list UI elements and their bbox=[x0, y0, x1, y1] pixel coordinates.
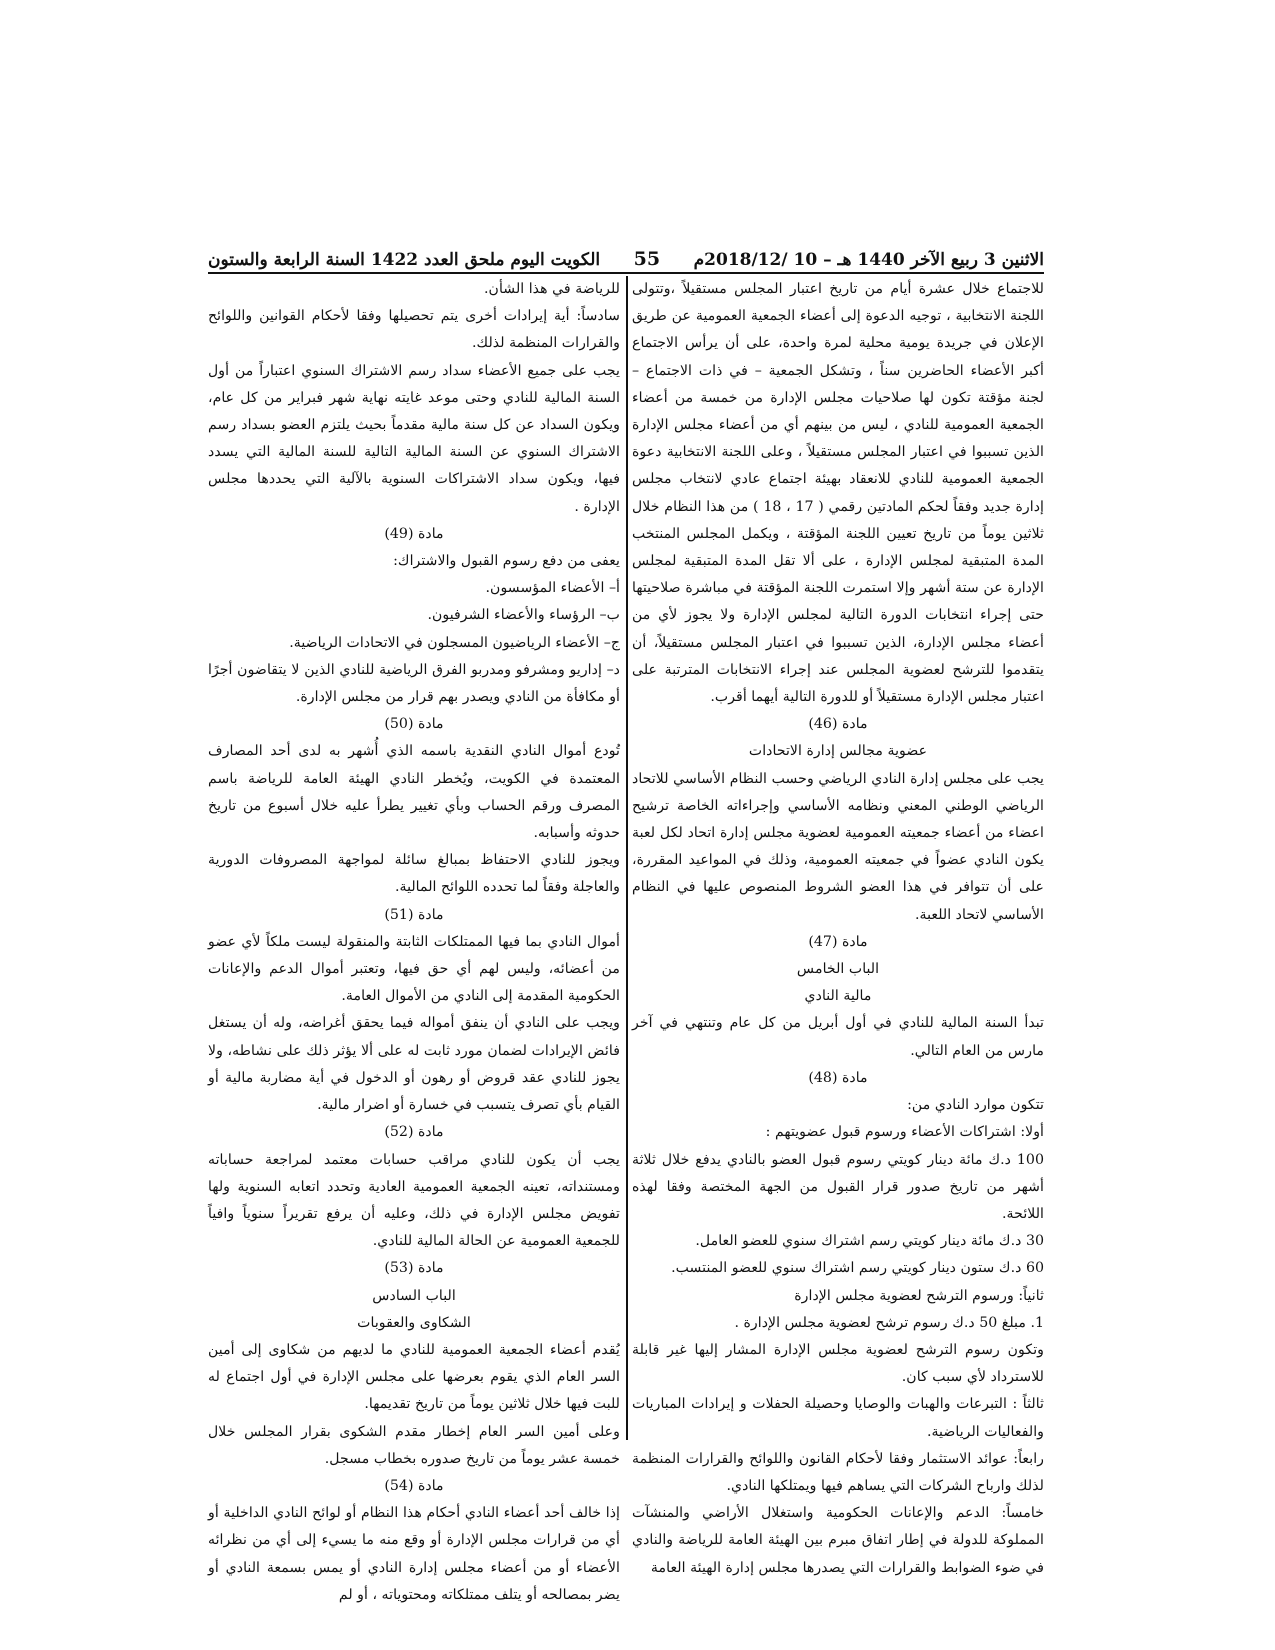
article-heading: مادة (46) bbox=[808, 716, 868, 733]
paragraph: 60 د.ك ستون دينار كويتي رسم اشتراك سنوي للعضو المنتسب. bbox=[671, 1260, 1044, 1277]
paragraph: ثانياً: ورسوم الترشح لعضوية مجلس الإدارة bbox=[794, 1287, 1044, 1304]
paragraph: وتكون رسوم الترشح لعضوية مجلس الإدارة المشار إليها غير قابلة للاسترداد لأي سبب كان. bbox=[632, 1341, 1044, 1386]
header-left: الاثنين 3 ربيع الآخر 1440 هـ – 10 /2018/12م bbox=[693, 250, 1044, 270]
paragraph: أ– الأعضاء المؤسسون. bbox=[485, 580, 620, 597]
paragraph: ويجب على النادي أن ينفق أمواله فيما يحقق أغراضه، وله أن يستغل فائض الإيرادات لضمان مورد ثابت له على ألا يؤثر ذلك على نشاطه، ولا يجوز للنادي عقد قروض أو رهون أو الدخول في أية مضاربة مالية أو القيام بأي تصرف يتسبب في خسارة أو اضرار مالية. bbox=[208, 1015, 620, 1114]
paragraph: إذا خالف أحد أعضاء النادي أحكام هذا النظام أو لوائح النادي الداخلية أو أي من قرارات مجلس الإدارة أو وقع منه ما يسيء إلى أي من نظرائه الأعضاء أو من أعضاء مجلس إدارة النادي أو يمس بسمعة النادي أو يضر بمصالحه أو يتلف ممتلكاته ومحتوياته ، أو لم bbox=[208, 1505, 620, 1603]
article-heading: مادة (52) bbox=[384, 1124, 444, 1141]
paragraph: يجب أن يكون للنادي مراقب حسابات معتمد لمراجعة حساباته ومستنداته، تعينه الجمعية العمومية العادية وتحدد اتعابه السنوية ولها تفويض مجلس الإدارة في ذلك، وعليه أن يرفع تقريراً سنوياً وافياً للجمعية العمومية عن الحالة المالية للنادي. bbox=[208, 1151, 620, 1250]
paragraph: سادساً: أية إيرادات أخرى يتم تحصيلها وفقا لأحكام القوانين واللوائح والقرارات المنظمة لذلك. bbox=[208, 308, 620, 352]
article-heading: مالية النادي bbox=[804, 988, 872, 1005]
article-heading: مادة (49) bbox=[384, 525, 444, 542]
article-heading: مادة (47) bbox=[808, 933, 868, 950]
header-right: الكويت اليوم ملحق العدد 1422 السنة الرابعة والستون bbox=[208, 250, 601, 270]
paragraph: رابعاً: عوائد الاستثمار وفقا لأحكام القانون واللوائح والقرارات المنظمة لذلك وارباح الشركات التي يساهم فيها ويمتلكها النادي. bbox=[632, 1450, 1044, 1494]
paragraph: وعلى أمين السر العام إخطار مقدم الشكوى بقرار المجلس خلال خمسة عشر يوماً من تاريخ صدوره بخطاب مسجل. bbox=[208, 1423, 620, 1467]
paragraph: يجب على مجلس إدارة النادي الرياضي وحسب النظام الأساسي للاتحاد الرياضي الوطني المعني ونظامه الأساسي وإجراءاته الخاصة ترشيح اعضاء من أعضاء جمعيته العمومية لعضوية مجلس إدارة اتحاد لكل لعبة يكون النادي عضواً في جمعيته العمومية، وذلك في المواعيد المقررة، على أن تتوافر في هذا العضو الشروط المنصوص عليها في النظام الأساسي لاتحاد اللعبة. bbox=[632, 770, 1044, 923]
paragraph: تبدأ السنة المالية للنادي في أول أبريل من كل عام وتنتهي في آخر مارس من العام التالي. bbox=[632, 1015, 1044, 1059]
article-heading: مادة (54) bbox=[384, 1477, 444, 1494]
paragraph: د– إداريو ومشرفو ومدربو الفرق الرياضية للنادي الذين لا يتقاضون أجرًا أو مكافأة من النادي ويصدر بهم قرار من مجلس الإدارة. bbox=[208, 661, 620, 706]
paragraph: ج– الأعضاء الرياضيون المسجلون في الاتحادات الرياضية. bbox=[289, 634, 620, 651]
paragraph: 100 د.ك مائة دينار كويتي رسوم قبول العضو بالنادي يدفع خلال ثلاثة أشهر من تاريخ صدور قرار القبول من الجهة المختصة وفقا لهذه اللائحة. bbox=[632, 1151, 1044, 1222]
left-column bbox=[208, 276, 621, 1603]
article-heading: عضوية مجالس إدارة الاتحادات bbox=[748, 743, 928, 760]
column-separator bbox=[626, 276, 628, 1440]
article-heading: مادة (53) bbox=[384, 1260, 444, 1277]
paragraph: يُقدم أعضاء الجمعية العمومية للنادي ما لديهم من شكاوى إلى أمين السر العام الذي يقوم بعرضها على مجلس الإدارة في أول اجتماع له للبت فيها خلال ثلاثين يوماً من تاريخ تقديمها. bbox=[208, 1341, 620, 1413]
paragraph: تُودع أموال النادي النقدية باسمه الذي أُشهر به لدى أحد المصارف المعتمدة في الكويت، ويُخطر النادي الهيئة العامة للرياضة باسم المصرف ورقم الحساب وبأي تغيير يطرأ عليه خلال أسبوع من تاريخ حدوثه وأسبابه. bbox=[208, 743, 621, 842]
paragraph: خامساً: الدعم والإعانات الحكومية واستغلال الأراضي والمنشآت المملوكة للدولة في إطار اتفاق مبرم بين الهيئة العامة للرياضة والنادي في ضوء الضوابط والقرارات التي يصدرها مجلس إدارة الهيئة العامة bbox=[632, 1505, 1044, 1576]
paragraph: يجب على جميع الأعضاء سداد رسم الاشتراك السنوي اعتباراً من أول السنة المالية للنادي وحتى موعد غايته نهاية شهر فبراير من كل عام، ويكون السداد عن كل سنة مالية مقدماً بحيث يلتزم العضو بسداد رسم الاشتراك السنوي عن السنة المالية التالية للسنة المالية التي يسدد فيها، ويكون سداد الاشتراكات السنوية بالآلية التي يحددها مجلس الإدارة . bbox=[208, 362, 620, 515]
article-heading: مادة (51) bbox=[384, 906, 444, 923]
paragraph: 1. مبلغ 50 د.ك رسوم ترشح لعضوية مجلس الإدارة . bbox=[734, 1314, 1044, 1331]
paragraph: للاجتماع خلال عشرة أيام من تاريخ اعتبار المجلس مستقيلاً ،وتتولى اللجنة الانتخابية ، توجيه الدعوة إلى أعضاء الجمعية العمومية عن طريق الإعلان في جريدة يومية محلية لمرة واحدة، على أن يرأس الاجتماع أكبر الأعضاء الحاضرين سناً ، وتشكل الجمعية – في ذات الاجتماع – لجنة مؤقتة تكون لها صلاحيات مجلس الإدارة من خمسة من أعضاء الجمعية العمومية للنادي ، ليس من بينهم أي من أعضاء مجلس الإدارة الذين تسببوا في اعتبار المجلس مستقيلاً ، وعلى اللجنة الانتخابية دعوة الجمعية العمومية للنادي للانعقاد بهيئة اجتماع عادي لانتخاب مجلس إدارة جديد وفقاً لحكم المادتين رقمي ( 17 ، 18 ) من هذا النظام خلال ثلاثين يوماً من تاريخ تعيين اللجنة المؤقتة ، ويكمل المجلس المنتخب المدة المتبقية لمجلس الإدارة ، على ألا تقل المدة المتبقية لمجلس الإدارة عن ستة أشهر وإلا استمرت اللجنة المؤقتة في مباشرة صلاحيتها حتى إجراء انتخابات الدورة التالية لمجلس الإدارة ولا يجوز لأي من أعضاء مجلس الإدارة، الذين تسببوا في اعتبار المجلس مستقيلاً، أن يتقدموا للترشح لعضوية المجلس عند إجراء الانتخابات المترتبة على اعتبار مجلس الإدارة مستقيلاً أو للدورة التالية أيهما أقرب. bbox=[632, 281, 1044, 706]
paragraph: أموال النادي بما فيها الممتلكات الثابتة والمنقولة ليست ملكاً لأي عضو من أعضائه، وليس لهم أي حق فيها، وتعتبر أموال الدعم والإعانات الحكومية المقدمة إلى النادي من الأموال العامة. bbox=[208, 933, 620, 1005]
paragraph: ويجوز للنادي الاحتفاظ بمبالغ سائلة لمواجهة المصروفات الدورية والعاجلة وفقاً لما تحدده اللوائح المالية. bbox=[208, 852, 620, 896]
page-number: 55 bbox=[633, 248, 661, 270]
header-rule bbox=[208, 272, 1044, 274]
paragraph: تتكون موارد النادي من: bbox=[907, 1097, 1044, 1114]
paragraph: ب– الرؤساء والأعضاء الشرفيون. bbox=[427, 607, 620, 624]
article-heading: الباب الخامس bbox=[796, 961, 880, 978]
article-heading: الباب السادس bbox=[372, 1287, 456, 1304]
paragraph: ثالثاً : التبرعات والهبات والوصايا وحصيلة الحفلات و إيرادات المباريات والفعاليات الرياضية. bbox=[632, 1396, 1044, 1440]
paragraph: 30 د.ك مائة دينار كويتي رسم اشتراك سنوي للعضو العامل. bbox=[695, 1233, 1044, 1250]
paragraph: للرياضة في هذا الشأن. bbox=[484, 281, 620, 297]
article-heading: الشكاوى والعقوبات bbox=[357, 1314, 471, 1331]
article-heading: مادة (50) bbox=[384, 716, 444, 733]
paragraph: يعفى من دفع رسوم القبول والاشتراك: bbox=[393, 553, 620, 570]
paragraph: أولا: اشتراكات الأعضاء ورسوم قبول عضويتهم : bbox=[765, 1124, 1044, 1141]
right-column bbox=[632, 276, 1044, 1576]
page-header bbox=[208, 240, 1044, 270]
article-heading: مادة (48) bbox=[808, 1069, 868, 1086]
